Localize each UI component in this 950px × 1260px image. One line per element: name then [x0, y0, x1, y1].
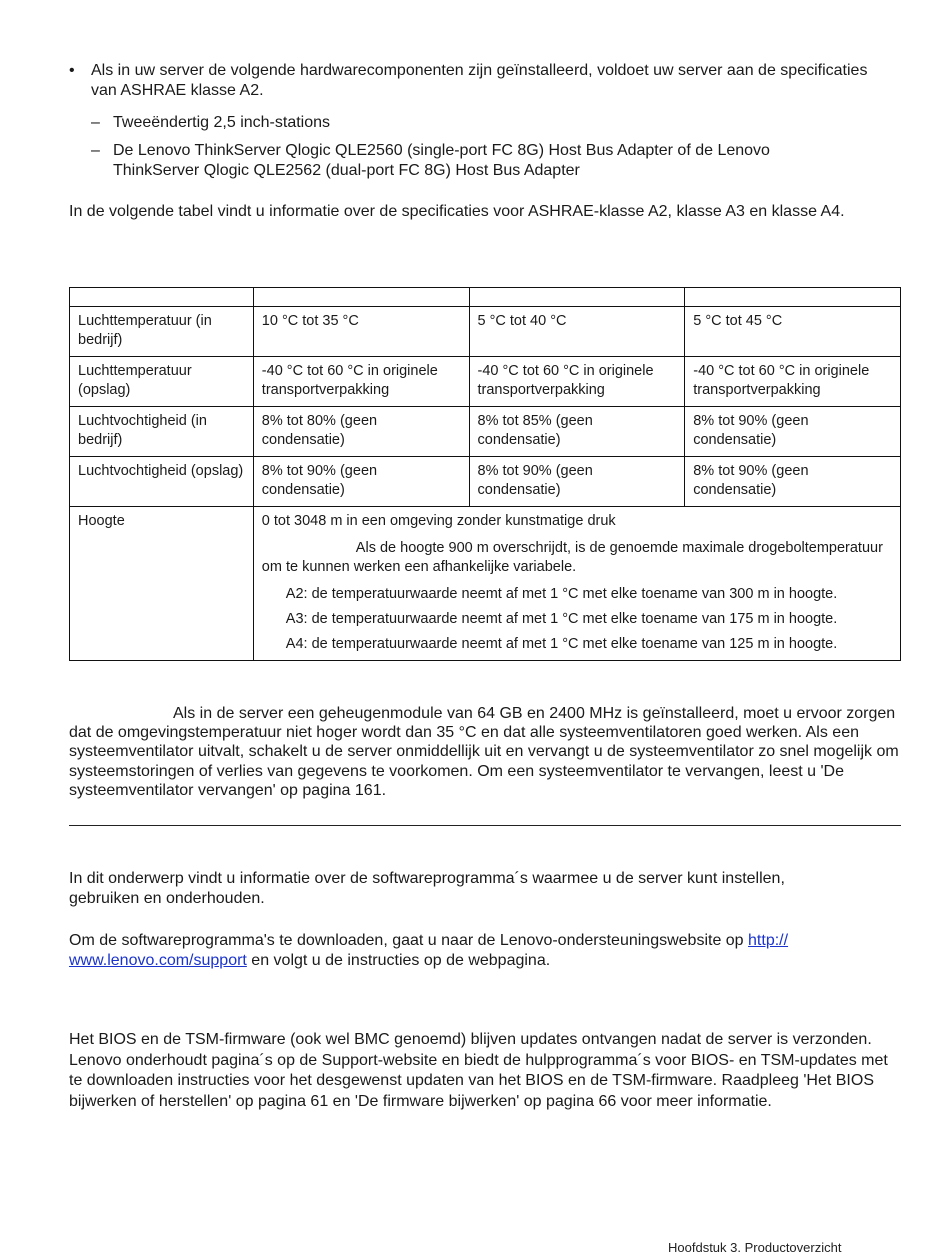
table-row [70, 357, 901, 407]
hoogte-range: 0 tot 3048 m in een omgeving zonder kunstmatige druk [261, 513, 616, 529]
bullet-dot: • [69, 62, 75, 79]
table-cell: -40 °C tot 60 °C in originele transportverpakking [469, 357, 685, 407]
table-row-hoogte [70, 507, 901, 661]
hoogte-a4: A4: de temperatuurwaarde neemt af met 1 °C met elke toename van 125 m in hoogte. [285, 636, 838, 652]
dash-mark: – [91, 142, 100, 159]
row-label: Luchtvochtigheid (opslag) [70, 457, 254, 507]
hoogte-a3: A3: de temperatuurwaarde neemt af met 1 °C met elke toename van 175 m in hoogte. [285, 611, 838, 627]
section-divider [69, 825, 901, 826]
table-cell: 8% tot 90% (geen condensatie) [685, 407, 901, 457]
header-cell [469, 288, 685, 307]
dash-mark: – [91, 114, 100, 131]
table-row [70, 307, 901, 357]
table-row [70, 457, 901, 507]
table-cell: 8% tot 80% (geen condensatie) [253, 407, 469, 457]
hoogte-cell [253, 507, 900, 661]
header-cell [253, 288, 469, 307]
hoogte-note: Als de hoogte 900 m overschrijdt, is de genoemde maximale drogeboltemperatuur om te kunnen werken een afhankelijke variabele. [261, 540, 883, 575]
page-footer [668, 1240, 841, 1256]
lenovo-support-link[interactable]: http:// www.lenovo.com/support [69, 932, 789, 969]
table-cell: -40 °C tot 60 °C in originele transportverpakking [253, 357, 469, 407]
ashrae-spec-table [69, 287, 901, 661]
header-cell [685, 288, 901, 307]
footer-chapter: Hoofdstuk 3. [668, 1240, 741, 1255]
table-cell: 8% tot 90% (geen condensatie) [253, 457, 469, 507]
table-cell: 5 °C tot 45 °C [685, 307, 901, 357]
download-paragraph [69, 931, 869, 971]
hoogte-a2: A2: de temperatuurwaarde neemt af met 1 °C met elke toename van 300 m in hoogte. [285, 586, 838, 602]
bios-paragraph: Het BIOS en de TSM-firmware (ook wel BMC genoemd) blijven updates ontvangen nadat de server is verzonden. Lenovo onderhoudt pagina´s op de Support-website en biedt de hulpprogramma´s voor BIOS- en TSM-updates met te downloaden instructies voor het desgewenst updaten van het BIOS en de TSM-firmware. Raadpleeg 'Het BIOS bijwerken of herstellen' op pagina 61 en 'De firmware bijwerken' op pagina 66 voor meer informatie. [69, 1031, 888, 1110]
table-row [70, 407, 901, 457]
table-cell: 8% tot 85% (geen condensatie) [469, 407, 685, 457]
bullet-text: Als in uw server de volgende hardwarecomponenten zijn geïnstalleerd, voldoet uw server aan de specificaties van ASHRAE klasse A2. [91, 62, 868, 99]
dash-text-2: De Lenovo ThinkServer Qlogic QLE2560 (single-port FC 8G) Host Bus Adapter of de Lenovo ThinkServer Qlogic QLE2562 (dual-port FC 8G) Host Bus Adapter [113, 142, 770, 179]
table-intro: In de volgende tabel vindt u informatie over de specificaties voor ASHRAE-klasse A2, klasse A3 en klasse A4. [69, 203, 845, 220]
table-cell: 8% tot 90% (geen condensatie) [685, 457, 901, 507]
table-cell: 8% tot 90% (geen condensatie) [469, 457, 685, 507]
row-label: Luchtvochtigheid (in bedrijf) [70, 407, 254, 457]
download-text-after: en volgt u de instructies op de webpagina. [246, 952, 551, 969]
row-label: Hoogte [70, 507, 254, 661]
dash-text-1: Tweeëndertig 2,5 inch-stations [113, 114, 331, 131]
memory-note: Als in de server een geheugenmodule van 64 GB en 2400 MHz is geïnstalleerd, moet u ervoor zorgen dat de omgevingstemperatuur niet hoger wordt dan 35 °C en dat alle systeemventilatoren goed werken. Als een systeemventilator uitvalt, schakelt u de server onmiddellijk uit en vervangt u de systeemventilator zo snel mogelijk om systeemstoringen of verlies van gegevens te voorkomen. Om een systeemventilator te vervangen, leest u 'De systeemventilator vervangen' op pagina 161. [69, 705, 899, 799]
footer-title: Productoverzicht [744, 1240, 842, 1255]
row-label: Luchttemperatuur (opslag) [70, 357, 254, 407]
row-label: Luchttemperatuur (in bedrijf) [70, 307, 254, 357]
table-cell: -40 °C tot 60 °C in originele transportverpakking [685, 357, 901, 407]
table-header-row [70, 288, 901, 307]
download-text-before: Om de softwareprogramma's te downloaden, gaat u naar de Lenovo-ondersteuningswebsite op [69, 932, 749, 949]
software-intro: In dit onderwerp vindt u informatie over de softwareprogramma´s waarmee u de server kunt instellen, gebruiken en onderhouden. [69, 870, 785, 907]
table-cell: 5 °C tot 40 °C [469, 307, 685, 357]
header-cell [70, 288, 254, 307]
table-cell: 10 °C tot 35 °C [253, 307, 469, 357]
